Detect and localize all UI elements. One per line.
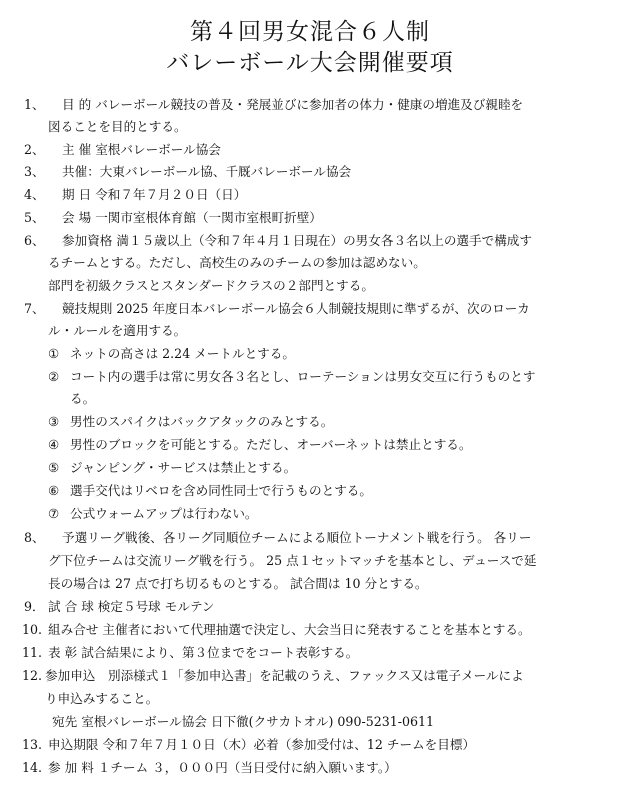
item-4-date: 期 日 令和７年７月２０日（日） [62,187,247,202]
rule-2-mark: ② [48,369,60,384]
item-8-format: 予選リーグ戦後、各リーグ同順位チームによる順位トーナメント戦を行う。 各リー [62,530,532,545]
item-1-purpose-cont: 図ることを目的とする。 [48,119,187,134]
item-4-number: 4、 [24,187,45,202]
item-7-number: 7、 [24,301,45,316]
item-8-format-cont2: 長の場合は 27 点で打ち切るものとする。 試合間は 10 分とする。 [48,576,428,591]
item-1-purpose: 目 的 バレーボール競技の普及・発展並びに参加者の体力・健康の増進及び親睦を [62,97,524,112]
item-3-number: 3、 [24,164,45,179]
item-9-ball: 試 合 球 検定５号球 モルテン [48,599,215,614]
rule-6-mark: ⑥ [48,483,60,498]
rule-7-mark: ⑦ [48,506,60,521]
item-8-number: 8、 [24,530,45,545]
item-13-number: 13. [22,737,43,752]
item-14-number: 14. [22,760,43,775]
item-10-number: 10. [22,622,43,637]
item-12-application: 参加申込 別添様式１「参加申込書」を記載のうえ、ファックス又は電子メールによ [45,668,524,683]
item-6-divisions: 部門を初級クラスとスタンダードクラスの２部門とする。 [48,278,374,293]
rule-5-serve: ジャンピング・サービスは禁止とする。 [70,460,297,475]
rule-5-mark: ⑤ [48,460,60,475]
item-5-venue: 会 場 一関市室根体育館（一関市室根町折壁） [62,210,322,225]
item-9-number: 9． [24,599,45,614]
item-14-fee: 参 加 料 １チーム ３，０００円（当日受付に納入願います。） [48,760,397,775]
rule-4-mark: ④ [48,437,60,452]
item-6-eligibility: 参加資格 満１５歳以上（令和７年４月１日現在）の男女各３名以上の選手で構成す [62,233,532,248]
item-8-format-cont: グ下位チームは交流リーグ戦を行う。 25 点１セットマッチを基本とし、デュースで延 [48,553,537,568]
item-5-number: 5、 [24,210,45,225]
item-6-number: 6、 [24,233,45,248]
rule-2-players-cont: る。 [70,391,96,406]
document-subtitle: バレーボール大会開催要項 [166,50,454,76]
item-11-number: 11. [22,645,43,660]
rule-4-block: 男性のブロックを可能とする。ただし、オーバーネットは禁止とする。 [70,437,472,452]
item-12-application-cont: り申込みすること。 [45,691,159,706]
item-12-contact: 宛先 室根バレーボール協会 日下徹(クサカトオル) 090‐5231‐0611 [52,714,435,729]
rule-1-net-height: ネットの高さは 2.24 メートルとする。 [70,346,295,361]
item-13-deadline: 申込期限 令和７年７月１０日（木）必着（参加受付は、12 チームを目標） [48,737,476,752]
document-title: 第４回男女混合６人制 [190,19,430,45]
rule-3-mark: ③ [48,414,60,429]
item-7-rules: 競技規則 2025 年度日本バレーボール協会６人制競技規則に準ずるが、次のローカ [62,301,530,316]
item-6-eligibility-cont: るチームとする。ただし、高校生のみのチームの参加は認めない。 [48,255,426,270]
item-2-number: 2、 [24,142,45,157]
item-10-draw: 組み合せ 主催者において代理抽選で決定し、大会当日に発表することを基本とする。 [48,622,531,637]
rule-2-players: コート内の選手は常に男女各３名とし、ローテーションは男女交互に行うものとす [70,369,536,384]
item-1-number: 1、 [24,97,45,112]
item-7-rules-cont: ル・ルールを適用する。 [48,323,187,338]
rule-3-spike: 男性のスパイクはバックアタックのみとする。 [70,414,334,429]
item-12-number: 12. [22,668,43,683]
rule-1-mark: ① [48,346,60,361]
rule-7-warmup: 公式ウォームアップは行わない。 [70,506,258,521]
rule-6-substitution: 選手交代はリベロを含め同性同士で行うものとする。 [70,483,372,498]
item-11-awards: 表 彰 試合結果により、第３位までをコート表彰する。 [48,645,359,660]
item-3-co-organizer: 共催：大東バレーボール協、千厩バレーボール協会 [62,164,352,179]
item-2-organizer: 主 催 室根バレーボール協会 [62,142,221,157]
